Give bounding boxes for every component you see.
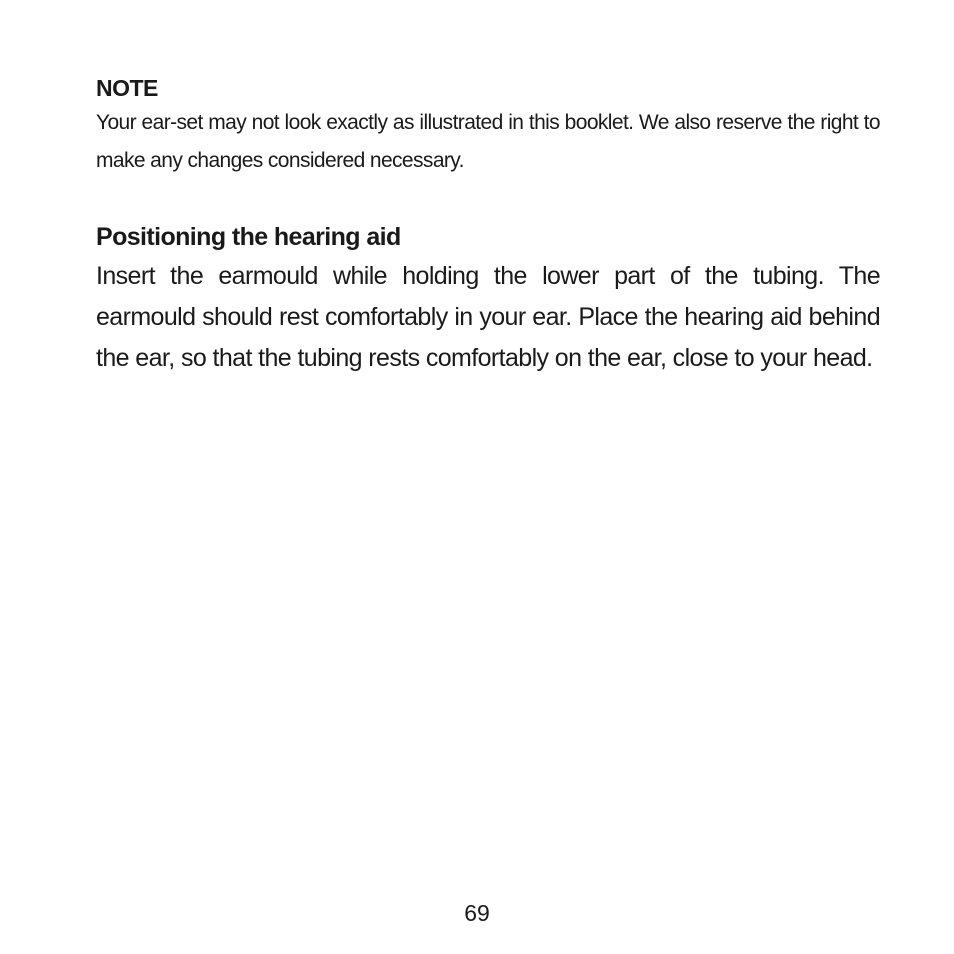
section-paragraph: Insert the earmould while holding the lower part of the tubing. The earmould should rest comfortably in your ear. Place the hearing aid behind the ear, so that the tubing rests comfortably on the ear, close to your head. [96, 262, 880, 372]
section-heading: Positioning the hearing aid [96, 223, 401, 251]
page-number: 69 [464, 900, 490, 926]
page-content [96, 72, 880, 379]
note-heading: NOTE [96, 75, 158, 101]
note-text: Your ear-set may not look exactly as illustrated in this booklet. We also reserve the right to make any changes considered necessary. [96, 111, 880, 172]
